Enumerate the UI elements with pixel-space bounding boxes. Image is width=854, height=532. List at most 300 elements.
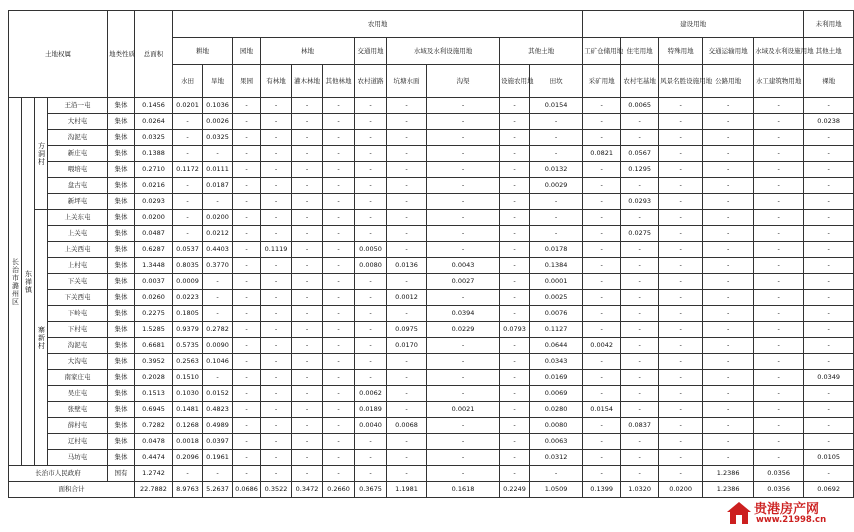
value-cell: - (703, 146, 754, 162)
value-cell: - (261, 466, 292, 482)
value-cell: - (804, 130, 854, 146)
header-wood: 有林地 (261, 65, 292, 98)
value-cell: - (292, 466, 323, 482)
value-cell: 0.4403 (203, 242, 233, 258)
value-cell: - (387, 98, 427, 114)
row-nature: 集体 (108, 98, 135, 114)
value-cell: 0.0040 (355, 418, 387, 434)
header-orchard: 果园 (233, 65, 261, 98)
value-cell: 0.0187 (203, 178, 233, 194)
value-cell: - (261, 130, 292, 146)
table-row (9, 274, 854, 290)
table-row (9, 242, 854, 258)
row-nature: 集体 (108, 306, 135, 322)
value-cell: - (804, 194, 854, 210)
table-row (9, 306, 854, 322)
value-cell: - (804, 434, 854, 450)
header-area: 总面积 (135, 11, 173, 98)
value-cell: - (173, 178, 203, 194)
value-cell: - (355, 226, 387, 242)
value-cell: - (754, 354, 804, 370)
value-cell: 0.0567 (621, 146, 659, 162)
value-cell: - (261, 306, 292, 322)
value-cell: - (355, 450, 387, 466)
total-value-cell: 1.0320 (621, 482, 659, 498)
value-cell: - (500, 338, 530, 354)
header-arable: 耕地 (173, 38, 233, 65)
row-nature: 集体 (108, 258, 135, 274)
value-cell: - (500, 178, 530, 194)
value-cell: - (804, 226, 854, 242)
value-cell: - (703, 290, 754, 306)
value-cell: 0.2028 (135, 370, 173, 386)
value-cell: 0.0200 (135, 210, 173, 226)
value-cell: - (387, 114, 427, 130)
value-cell: - (261, 258, 292, 274)
header-facility-agri: 设施农用地 (500, 65, 530, 98)
value-cell: - (261, 386, 292, 402)
value-cell: - (427, 354, 500, 370)
header-constr: 建设用地 (583, 11, 804, 38)
value-cell: - (583, 210, 621, 226)
value-cell: - (261, 418, 292, 434)
value-cell: 0.1388 (135, 146, 173, 162)
value-cell: 0.0152 (203, 386, 233, 402)
value-cell: - (355, 146, 387, 162)
value-cell: - (173, 146, 203, 162)
row-name: 新庄屯 (48, 146, 108, 162)
value-cell: 0.0012 (387, 290, 427, 306)
value-cell: - (292, 242, 323, 258)
value-cell: 0.6945 (135, 402, 173, 418)
header-transport: 交通运输用地 (703, 38, 754, 65)
row-nature: 集体 (108, 162, 135, 178)
value-cell: - (754, 178, 804, 194)
header-other-unused: 其他土地 (804, 38, 854, 65)
table-row (9, 162, 854, 178)
value-cell: - (323, 466, 355, 482)
value-cell: - (323, 178, 355, 194)
row-nature: 集体 (108, 354, 135, 370)
value-cell: - (261, 402, 292, 418)
value-cell: - (355, 354, 387, 370)
value-cell: - (703, 114, 754, 130)
row-name: 新坪屯 (48, 194, 108, 210)
value-cell: - (500, 450, 530, 466)
value-cell: - (203, 306, 233, 322)
value-cell: - (387, 162, 427, 178)
value-cell: - (233, 274, 261, 290)
value-cell: - (500, 242, 530, 258)
value-cell: - (387, 178, 427, 194)
value-cell: - (659, 290, 703, 306)
value-cell: - (233, 130, 261, 146)
value-cell: - (754, 274, 804, 290)
value-cell: - (583, 306, 621, 322)
table-row (9, 354, 854, 370)
row-name: 盘古屯 (48, 178, 108, 194)
value-cell: - (323, 306, 355, 322)
value-cell: - (427, 370, 500, 386)
row-name: 南家庄屯 (48, 370, 108, 386)
value-cell: 0.1513 (135, 386, 173, 402)
value-cell: - (703, 434, 754, 450)
value-cell: 0.0037 (135, 274, 173, 290)
table-row (9, 130, 854, 146)
value-cell: - (233, 242, 261, 258)
value-cell: 0.1268 (173, 418, 203, 434)
header-residential: 住宅用地 (621, 38, 659, 65)
row-name: 吴庄屯 (48, 386, 108, 402)
value-cell: - (530, 114, 583, 130)
value-cell: - (233, 162, 261, 178)
value-cell: - (621, 370, 659, 386)
value-cell: 0.0090 (203, 338, 233, 354)
value-cell: - (500, 418, 530, 434)
value-cell: - (583, 370, 621, 386)
value-cell: 0.8035 (173, 258, 203, 274)
total-value-cell: 0.2249 (500, 482, 530, 498)
value-cell: - (323, 402, 355, 418)
value-cell: 0.0487 (135, 226, 173, 242)
value-cell: 0.0216 (135, 178, 173, 194)
value-cell: 0.2096 (173, 450, 203, 466)
table-row (9, 258, 854, 274)
value-cell: - (754, 194, 804, 210)
value-cell: 0.6681 (135, 338, 173, 354)
value-cell: - (427, 178, 500, 194)
value-cell: 0.0644 (530, 338, 583, 354)
header-rural-home: 农村宅基地 (621, 65, 659, 98)
value-cell: - (500, 386, 530, 402)
row-nature: 集体 (108, 130, 135, 146)
value-cell: - (323, 370, 355, 386)
value-cell: 0.0293 (135, 194, 173, 210)
total-value-cell: 1.1981 (387, 482, 427, 498)
value-cell: 0.1384 (530, 258, 583, 274)
value-cell: - (261, 354, 292, 370)
value-cell: - (804, 258, 854, 274)
value-cell: - (233, 290, 261, 306)
value-cell: - (583, 226, 621, 242)
house-logo-icon (726, 500, 752, 526)
value-cell: 0.0837 (621, 418, 659, 434)
value-cell: - (530, 226, 583, 242)
row-name: 马坊屯 (48, 450, 108, 466)
value-cell: - (583, 178, 621, 194)
value-cell: - (659, 306, 703, 322)
value-cell: 0.0229 (427, 322, 500, 338)
row-name: 下岭屯 (48, 306, 108, 322)
value-cell: - (621, 130, 659, 146)
value-cell: - (355, 178, 387, 194)
header-transport-agri: 交通用地 (355, 38, 387, 65)
row-name: 上关东屯 (48, 210, 108, 226)
value-cell: - (203, 146, 233, 162)
value-cell: - (804, 418, 854, 434)
value-cell: - (323, 114, 355, 130)
value-cell: - (500, 290, 530, 306)
value-cell: - (583, 98, 621, 114)
value-cell: - (500, 114, 530, 130)
header-other-agri: 其他土地 (500, 38, 583, 65)
value-cell: - (173, 194, 203, 210)
value-cell: - (804, 146, 854, 162)
value-cell: - (427, 338, 500, 354)
value-cell: 0.0132 (530, 162, 583, 178)
value-cell: - (583, 466, 621, 482)
value-cell: 0.0065 (621, 98, 659, 114)
value-cell: - (583, 258, 621, 274)
group-village-1: 方洞村 (35, 98, 48, 210)
value-cell: - (292, 450, 323, 466)
value-cell: - (621, 338, 659, 354)
value-cell: - (754, 450, 804, 466)
value-cell: - (427, 114, 500, 130)
header-other-wood: 其他林地 (323, 65, 355, 98)
header-pond: 坑塘水面 (387, 65, 427, 98)
value-cell: - (659, 354, 703, 370)
value-cell: 1.2386 (703, 466, 754, 482)
value-cell: 0.0029 (530, 178, 583, 194)
value-cell: - (754, 130, 804, 146)
value-cell: - (292, 98, 323, 114)
value-cell: - (292, 146, 323, 162)
value-cell: 0.0264 (135, 114, 173, 130)
row-nature: 集体 (108, 242, 135, 258)
row-name: 上村屯 (48, 258, 108, 274)
value-cell: - (292, 274, 323, 290)
value-cell: - (261, 114, 292, 130)
value-cell: - (292, 210, 323, 226)
value-cell: - (659, 450, 703, 466)
total-value-cell: 1.0509 (530, 482, 583, 498)
value-cell: - (583, 322, 621, 338)
row-nature: 集体 (108, 434, 135, 450)
value-cell: - (233, 306, 261, 322)
value-cell: 0.0275 (621, 226, 659, 242)
value-cell: - (427, 210, 500, 226)
value-cell: - (804, 306, 854, 322)
value-cell: - (323, 338, 355, 354)
total-value-cell: 1.2386 (703, 482, 754, 498)
value-cell: - (583, 434, 621, 450)
row-name: 下村屯 (48, 322, 108, 338)
value-cell: - (292, 130, 323, 146)
value-cell: - (427, 386, 500, 402)
value-cell: - (500, 354, 530, 370)
value-cell: - (804, 290, 854, 306)
value-cell: - (355, 98, 387, 114)
value-cell: - (387, 370, 427, 386)
row-nature: 集体 (108, 402, 135, 418)
value-cell: - (233, 450, 261, 466)
value-cell: - (323, 322, 355, 338)
value-cell: 0.0293 (621, 194, 659, 210)
value-cell: - (659, 418, 703, 434)
value-cell: - (355, 162, 387, 178)
value-cell: - (530, 466, 583, 482)
value-cell: 0.0018 (173, 434, 203, 450)
value-cell: - (261, 370, 292, 386)
table-row (9, 322, 854, 338)
value-cell: - (621, 322, 659, 338)
value-cell: - (659, 130, 703, 146)
value-cell: - (703, 418, 754, 434)
value-cell: 0.5735 (173, 338, 203, 354)
table-row (9, 210, 854, 226)
value-cell: - (233, 258, 261, 274)
value-cell: - (703, 402, 754, 418)
value-cell: - (583, 242, 621, 258)
table-row (9, 146, 854, 162)
row-nature: 集体 (108, 114, 135, 130)
value-cell: - (233, 354, 261, 370)
value-cell: - (703, 130, 754, 146)
row-name: 沟泥屯 (48, 130, 108, 146)
value-cell: - (754, 434, 804, 450)
value-cell: 0.0238 (804, 114, 854, 130)
table-row (9, 194, 854, 210)
total-value-cell: 22.7882 (135, 482, 173, 498)
value-cell: - (387, 434, 427, 450)
value-cell: 0.0080 (530, 418, 583, 434)
value-cell: - (804, 98, 854, 114)
value-cell: - (583, 114, 621, 130)
value-cell: - (355, 338, 387, 354)
value-cell: 0.0042 (583, 338, 621, 354)
value-cell: 0.1961 (203, 450, 233, 466)
table-row (9, 450, 854, 466)
value-cell: - (703, 450, 754, 466)
value-cell: - (427, 418, 500, 434)
value-cell: - (754, 98, 804, 114)
value-cell: 0.0050 (355, 242, 387, 258)
value-cell: - (387, 242, 427, 258)
value-cell: - (233, 194, 261, 210)
value-cell: - (323, 226, 355, 242)
value-cell: 0.0169 (530, 370, 583, 386)
row-name-government: 长治市人民政府 (9, 466, 108, 482)
value-cell: - (621, 402, 659, 418)
value-cell: - (659, 258, 703, 274)
header-rural-road: 农村道路 (355, 65, 387, 98)
value-cell: 0.2563 (173, 354, 203, 370)
value-cell: - (173, 466, 203, 482)
value-cell: - (292, 114, 323, 130)
value-cell: 0.1481 (173, 402, 203, 418)
value-cell: - (261, 194, 292, 210)
value-cell: - (233, 402, 261, 418)
row-name: 上关屯 (48, 226, 108, 242)
value-cell: - (173, 114, 203, 130)
row-name: 张壁屯 (48, 402, 108, 418)
value-cell: - (323, 242, 355, 258)
value-cell: 0.0394 (427, 306, 500, 322)
value-cell: - (387, 226, 427, 242)
row-name: 大沟屯 (48, 354, 108, 370)
value-cell: - (754, 210, 804, 226)
value-cell: - (203, 370, 233, 386)
value-cell: 1.3448 (135, 258, 173, 274)
value-cell: - (621, 466, 659, 482)
value-cell: - (292, 178, 323, 194)
value-cell: 0.0154 (530, 98, 583, 114)
value-cell: - (659, 146, 703, 162)
value-cell: - (804, 242, 854, 258)
group-town: 东禅镇 (22, 98, 35, 466)
value-cell: - (323, 258, 355, 274)
value-cell: - (754, 386, 804, 402)
value-cell: - (427, 466, 500, 482)
header-hydro: 水工建筑物用地 (754, 65, 804, 98)
value-cell: - (261, 178, 292, 194)
value-cell: - (754, 114, 804, 130)
value-cell: 0.4989 (203, 418, 233, 434)
value-cell: 0.0200 (203, 210, 233, 226)
value-cell: - (203, 274, 233, 290)
header-scenic: 风景名胜设施用地 (659, 65, 703, 98)
row-nature: 集体 (108, 194, 135, 210)
value-cell: - (804, 386, 854, 402)
value-cell: 0.0975 (387, 322, 427, 338)
value-cell: - (323, 162, 355, 178)
value-cell: - (530, 146, 583, 162)
value-cell: - (703, 242, 754, 258)
value-cell: - (659, 322, 703, 338)
value-cell: 0.3770 (203, 258, 233, 274)
value-cell: - (583, 130, 621, 146)
value-cell: - (530, 130, 583, 146)
row-name: 上关西屯 (48, 242, 108, 258)
site-watermark (726, 498, 844, 528)
value-cell: - (355, 322, 387, 338)
total-value-cell: 0.1399 (583, 482, 621, 498)
value-cell: - (583, 386, 621, 402)
value-cell: - (233, 370, 261, 386)
value-cell: 1.2742 (135, 466, 173, 482)
value-cell: - (355, 290, 387, 306)
value-cell: 0.0537 (173, 242, 203, 258)
value-cell: - (621, 386, 659, 402)
value-cell: - (292, 402, 323, 418)
value-cell: - (703, 162, 754, 178)
value-cell: - (261, 226, 292, 242)
value-cell: - (754, 418, 804, 434)
row-name: 薛村屯 (48, 418, 108, 434)
value-cell: - (530, 194, 583, 210)
value-cell: - (355, 114, 387, 130)
value-cell: - (387, 274, 427, 290)
value-cell: - (427, 162, 500, 178)
value-cell: - (427, 242, 500, 258)
header-special: 特殊用地 (659, 38, 703, 65)
value-cell: - (659, 242, 703, 258)
value-cell: - (500, 98, 530, 114)
header-ditch: 沟渠 (427, 65, 500, 98)
value-cell: - (703, 322, 754, 338)
land-use-table (8, 10, 854, 498)
value-cell: - (323, 98, 355, 114)
value-cell: - (261, 450, 292, 466)
value-cell: - (583, 274, 621, 290)
table-row (9, 98, 854, 114)
value-cell: - (754, 322, 804, 338)
header-unused: 未利用地 (804, 11, 854, 38)
value-cell: 0.0021 (427, 402, 500, 418)
value-cell: - (323, 274, 355, 290)
row-nature: 集体 (108, 322, 135, 338)
